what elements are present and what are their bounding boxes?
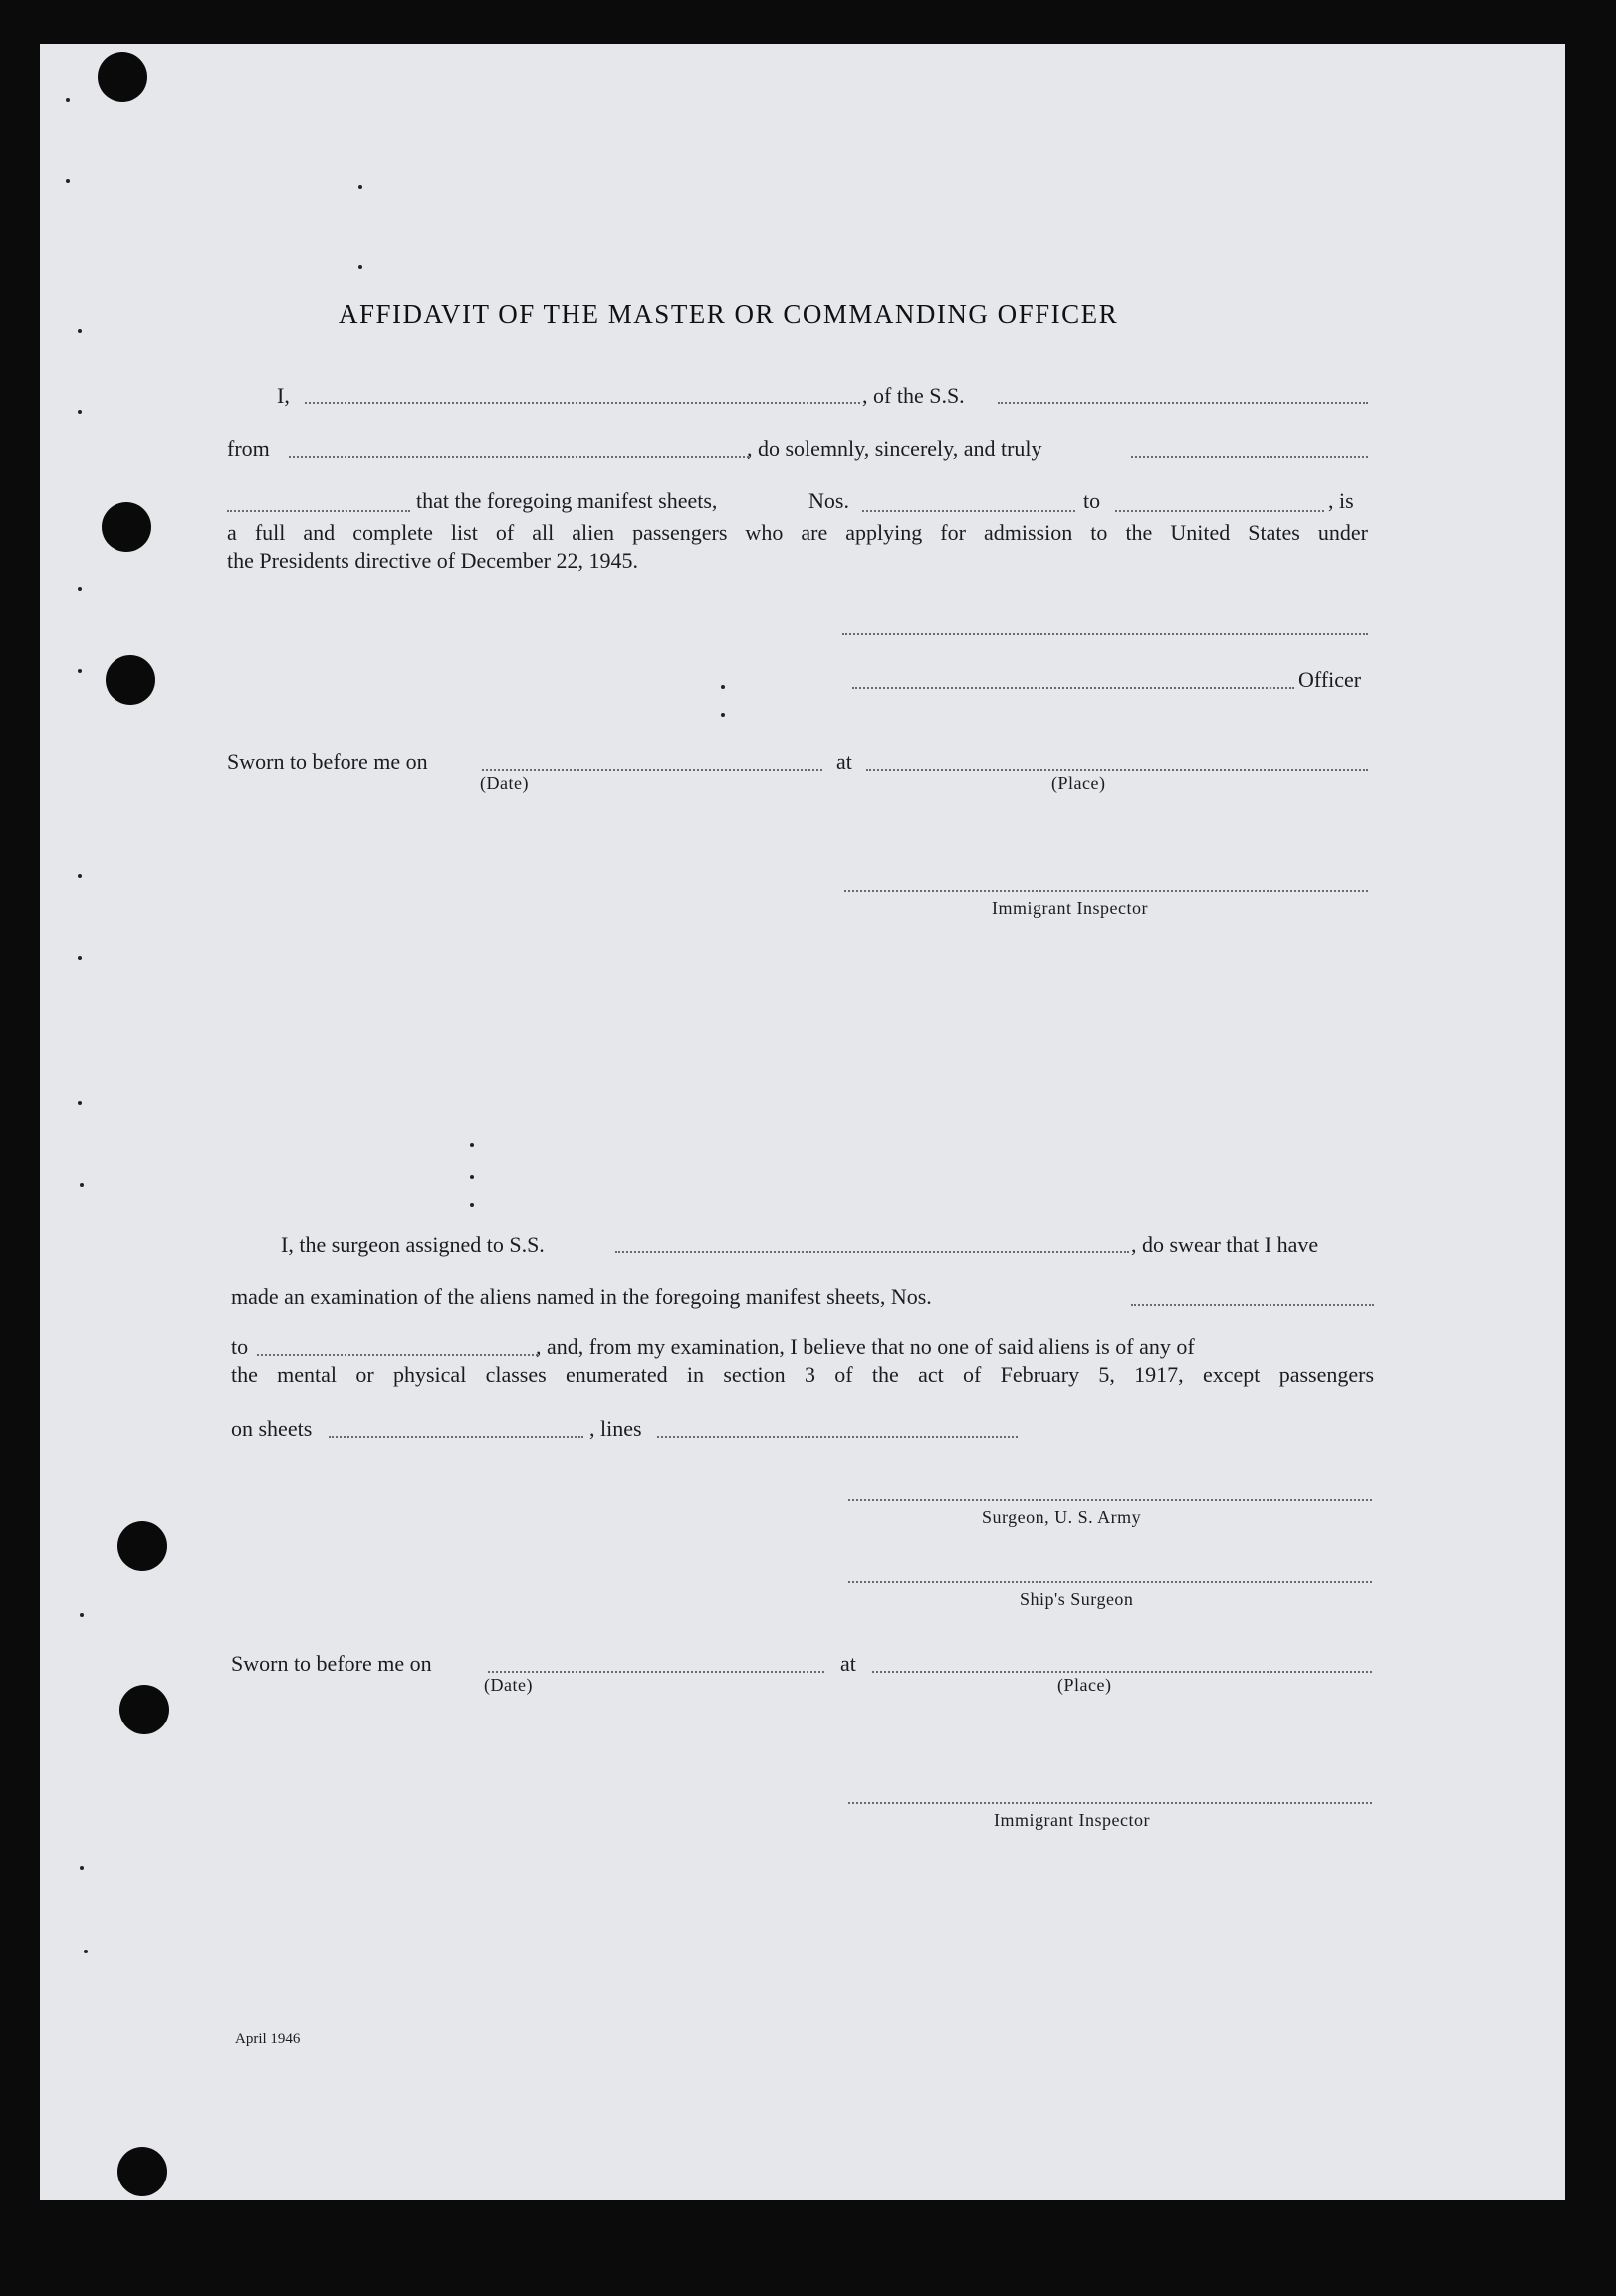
margin-speck xyxy=(80,1613,84,1617)
army-surgeon-caption: Surgeon, U. S. Army xyxy=(982,1507,1142,1527)
label-to: to xyxy=(1083,488,1101,513)
punch-hole xyxy=(98,52,147,102)
label-nos: Nos. xyxy=(808,488,849,513)
surgeon-label-sworn: Sworn to before me on xyxy=(231,1651,432,1676)
margin-speck xyxy=(470,1203,474,1207)
date-caption: (Date) xyxy=(480,773,529,793)
surgeon-exam-line: made an examination of the aliens named in the foregoing manifest sheets, Nos. xyxy=(231,1284,932,1309)
surgeon-label-sheets: on sheets xyxy=(231,1416,313,1441)
surgeon-body-line: the mental or physical classes enumerated in section 3 of the act of February 5, 1917, except passengers xyxy=(231,1362,1374,1387)
surgeon-label-lines: , lines xyxy=(589,1416,642,1441)
master-signature-line[interactable] xyxy=(842,633,1368,635)
surgeon-ship-field[interactable] xyxy=(615,1251,1129,1253)
ships-surgeon-caption: Ship's Surgeon xyxy=(1020,1589,1134,1609)
label-that-foregoing: that the foregoing manifest sheets, xyxy=(416,488,718,513)
punch-hole xyxy=(117,1521,167,1571)
sworn-date-field[interactable] xyxy=(482,769,822,771)
margin-speck xyxy=(78,587,82,591)
surgeon-label-to: to xyxy=(231,1334,249,1359)
margin-speck xyxy=(78,956,82,960)
oath-word-field[interactable] xyxy=(1131,456,1368,458)
sheet-to-field[interactable] xyxy=(1115,510,1324,512)
surgeon-line-start: I, the surgeon assigned to S.S. xyxy=(281,1232,545,1257)
margin-speck xyxy=(66,179,70,183)
surgeon-sworn-date-field[interactable] xyxy=(488,1671,824,1673)
margin-speck xyxy=(84,1950,88,1953)
sheet-from-field[interactable] xyxy=(862,510,1075,512)
surgeon-sheets-to-field[interactable] xyxy=(257,1354,538,1356)
margin-speck xyxy=(78,410,82,414)
master-body-line-last: the Presidents directive of December 22, 1945. xyxy=(227,548,638,573)
margin-speck xyxy=(358,265,362,269)
exception-lines-field[interactable] xyxy=(657,1436,1018,1438)
document-page xyxy=(40,44,1565,2200)
form-date: April 1946 xyxy=(235,2031,301,2047)
punch-hole xyxy=(117,2147,167,2196)
label-i: I, xyxy=(277,383,290,408)
margin-speck xyxy=(470,1175,474,1179)
margin-speck xyxy=(358,185,362,189)
margin-speck xyxy=(80,1183,84,1187)
label-from: from xyxy=(227,436,270,461)
margin-speck xyxy=(78,329,82,333)
margin-speck xyxy=(721,685,725,689)
surgeon-inspector-signature-line[interactable] xyxy=(848,1802,1372,1804)
margin-speck xyxy=(78,1101,82,1105)
label-officer: Officer xyxy=(1298,667,1362,692)
master-name-field[interactable] xyxy=(305,402,860,404)
army-surgeon-signature-line[interactable] xyxy=(848,1499,1372,1501)
margin-speck xyxy=(66,98,70,102)
margin-speck xyxy=(80,1866,84,1870)
punch-hole xyxy=(102,502,151,552)
master-body-line: a full and complete list of all alien passengers who are applying for admission to the United States under xyxy=(227,520,1368,545)
punch-hole xyxy=(119,1685,169,1734)
surgeon-line-end: , do swear that I have xyxy=(1131,1232,1319,1257)
surgeon-place-caption: (Place) xyxy=(1057,1675,1112,1695)
label-at: at xyxy=(836,749,852,774)
oath-word-field-2[interactable] xyxy=(227,510,410,512)
sworn-place-field[interactable] xyxy=(866,769,1368,771)
margin-speck xyxy=(470,1143,474,1147)
surgeon-sheets-from-field[interactable] xyxy=(1131,1304,1374,1306)
surgeon-sworn-place-field[interactable] xyxy=(872,1671,1372,1673)
label-of-ss: , of the S.S. xyxy=(862,383,965,408)
exception-sheets-field[interactable] xyxy=(329,1436,583,1438)
surgeon-inspector-caption: Immigrant Inspector xyxy=(994,1810,1150,1830)
punch-hole xyxy=(106,655,155,705)
officer-signature-line[interactable] xyxy=(852,687,1294,689)
label-is: , is xyxy=(1328,488,1354,513)
surgeon-label-at: at xyxy=(840,1651,856,1676)
surgeon-date-caption: (Date) xyxy=(484,1675,533,1695)
place-caption: (Place) xyxy=(1051,773,1106,793)
margin-speck xyxy=(78,874,82,878)
margin-speck xyxy=(721,713,725,717)
label-solemnly: , do solemnly, sincerely, and truly xyxy=(747,436,1042,461)
inspector-caption: Immigrant Inspector xyxy=(992,898,1148,918)
ships-surgeon-signature-line[interactable] xyxy=(848,1581,1372,1583)
inspector-signature-line[interactable] xyxy=(844,890,1368,892)
margin-speck xyxy=(78,669,82,673)
document-title: AFFIDAVIT OF THE MASTER OR COMMANDING OFFICER xyxy=(339,299,1119,329)
surgeon-exam-rest: , and, from my examination, I believe that no one of said aliens is of any of xyxy=(536,1334,1195,1359)
port-from-field[interactable] xyxy=(289,456,749,458)
label-sworn: Sworn to before me on xyxy=(227,749,428,774)
ship-name-field[interactable] xyxy=(998,402,1368,404)
